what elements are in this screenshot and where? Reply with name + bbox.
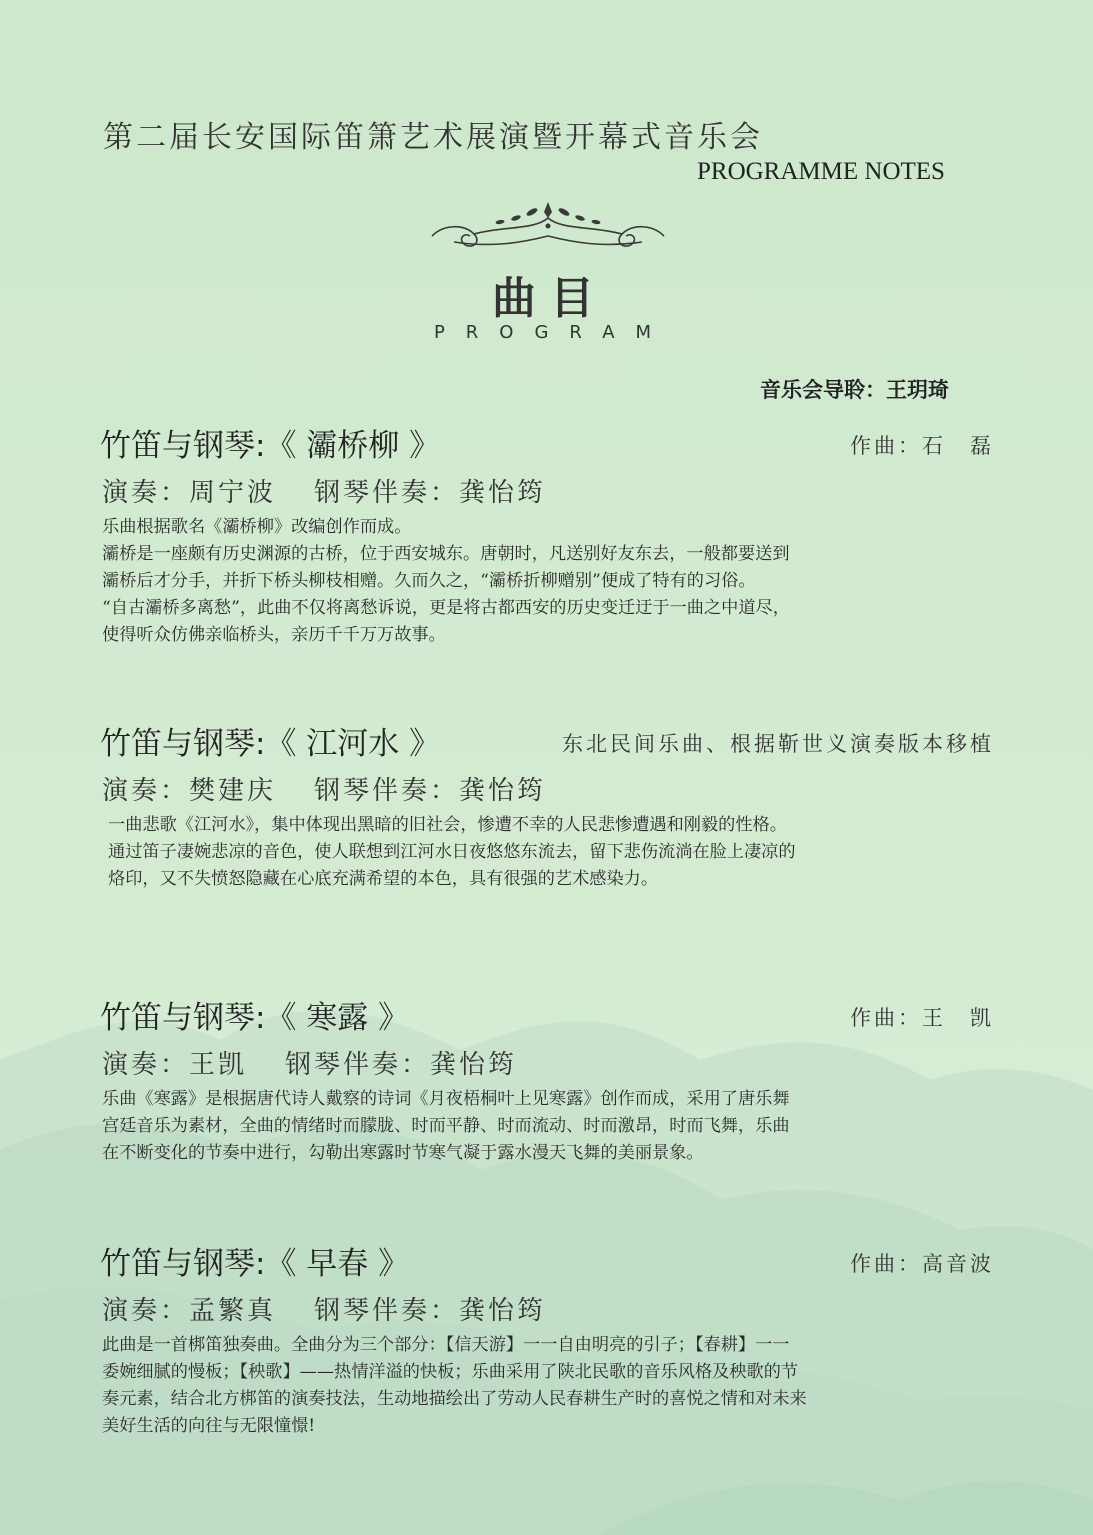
piece-title: 竹笛与钢琴:《 江河水 》 (100, 726, 441, 762)
description-line: 乐曲根据歌名《灞桥柳》改编创作而成。 (102, 517, 412, 537)
concert-host: 音乐会导聆：王玥琦 (760, 378, 949, 402)
piece-title: 竹笛与钢琴:《 早春 》 (100, 1246, 410, 1282)
piece-performers (102, 472, 546, 509)
accompanist: 钢琴伴奏：龚怡筠 (314, 776, 547, 806)
piece-item (100, 1238, 1000, 1458)
performer: 演奏：孟繁真 (102, 1296, 277, 1326)
piece-composer: 作曲：高音波 (850, 1252, 994, 1276)
piece-description (102, 1332, 1002, 1440)
piece-title: 竹笛与钢琴:《 灞桥柳 》 (100, 428, 441, 464)
accompanist: 钢琴伴奏：龚怡筠 (314, 478, 547, 508)
piece-composer: 作曲：石 磊 (850, 434, 994, 458)
programme-notes-heading: PROGRAMME NOTES (697, 158, 945, 185)
piece-item (100, 992, 1000, 1182)
accompanist: 钢琴伴奏：龚怡筠 (285, 1050, 518, 1080)
piece-item (100, 420, 1000, 660)
description-line: 使得听众仿佛亲临桥头，亲历千千万万故事。 (102, 625, 446, 645)
description-line: 灞桥后才分手，并折下桥头柳枝相赠。久而久之，“灞桥折柳赠别”便成了特有的习俗。 (102, 571, 756, 591)
performer: 演奏：王凯 (102, 1050, 248, 1080)
piece-performers (102, 1044, 517, 1081)
performer: 演奏：樊建庆 (102, 776, 277, 806)
piece-composer: 作曲：王 凯 (850, 1006, 994, 1030)
piece-item (100, 718, 1000, 908)
description-line: 一曲悲歌《江河水》，集中体现出黑暗的旧社会，惨遭不幸的人民悲惨遭遇和刚毅的性格。 (108, 815, 787, 835)
description-line: 奏元素，结合北方梆笛的演奏技法，生动地描绘出了劳动人民春耕生产时的喜悦之情和对未来 (102, 1389, 807, 1409)
piece-performers (102, 1290, 546, 1327)
description-line: 宫廷音乐为素材，全曲的情绪时而朦胧、时而平静、时而流动、时而激昂，时而飞舞，乐曲 (102, 1116, 790, 1136)
ornament-flourish-icon (424, 196, 672, 256)
description-line: “自古灞桥多离愁”，此曲不仅将离愁诉说，更是将古都西安的历史变迁迂于一曲之中道尽， (102, 598, 790, 618)
concert-title: 第二届长安国际笛箫艺术展演暨开幕式音乐会 (103, 120, 763, 155)
piece-performers (102, 770, 546, 807)
accompanist: 钢琴伴奏：龚怡筠 (314, 1296, 547, 1326)
piece-description (108, 812, 1008, 893)
description-line: 通过笛子凄婉悲凉的音色，使人联想到江河水日夜悠悠东流去，留下悲伤流淌在脸上凄凉的 (108, 842, 796, 862)
description-line: 烙印，又不失愤怒隐藏在心底充满希望的本色，具有很强的艺术感染力。 (108, 869, 659, 889)
program-heading-cn: 曲目 (492, 273, 608, 324)
piece-composer: 东北民间乐曲、根据靳世义演奏版本移植 (562, 732, 994, 756)
description-line: 灞桥是一座颇有历史渊源的古桥，位于西安城东。唐朝时，凡送别好友东去，一般都要送到 (102, 544, 790, 564)
description-line: 在不断变化的节奏中进行，勾勒出寒露时节寒气凝于露水漫天飞舞的美丽景象。 (102, 1143, 704, 1163)
description-line: 委婉细腻的慢板；【秧歌】——热情洋溢的快板；乐曲采用了陕北民歌的音乐风格及秧歌的节 (102, 1362, 799, 1382)
program-heading-en: PROGRAM (433, 322, 673, 343)
description-line: 美好生活的向往与无限憧憬! (102, 1416, 316, 1436)
piece-description (102, 514, 1002, 649)
piece-description (102, 1086, 1002, 1167)
description-line: 此曲是一首梆笛独奏曲。全曲分为三个部分：【信天游】一一自由明亮的引子；【春耕】一一 (102, 1335, 790, 1355)
piece-title: 竹笛与钢琴:《 寒露 》 (100, 1000, 410, 1036)
description-line: 乐曲《寒露》是根据唐代诗人戴察的诗词《月夜梧桐叶上见寒露》创作而成，采用了唐乐舞 (102, 1089, 790, 1109)
performer: 演奏：周宁波 (102, 478, 277, 508)
